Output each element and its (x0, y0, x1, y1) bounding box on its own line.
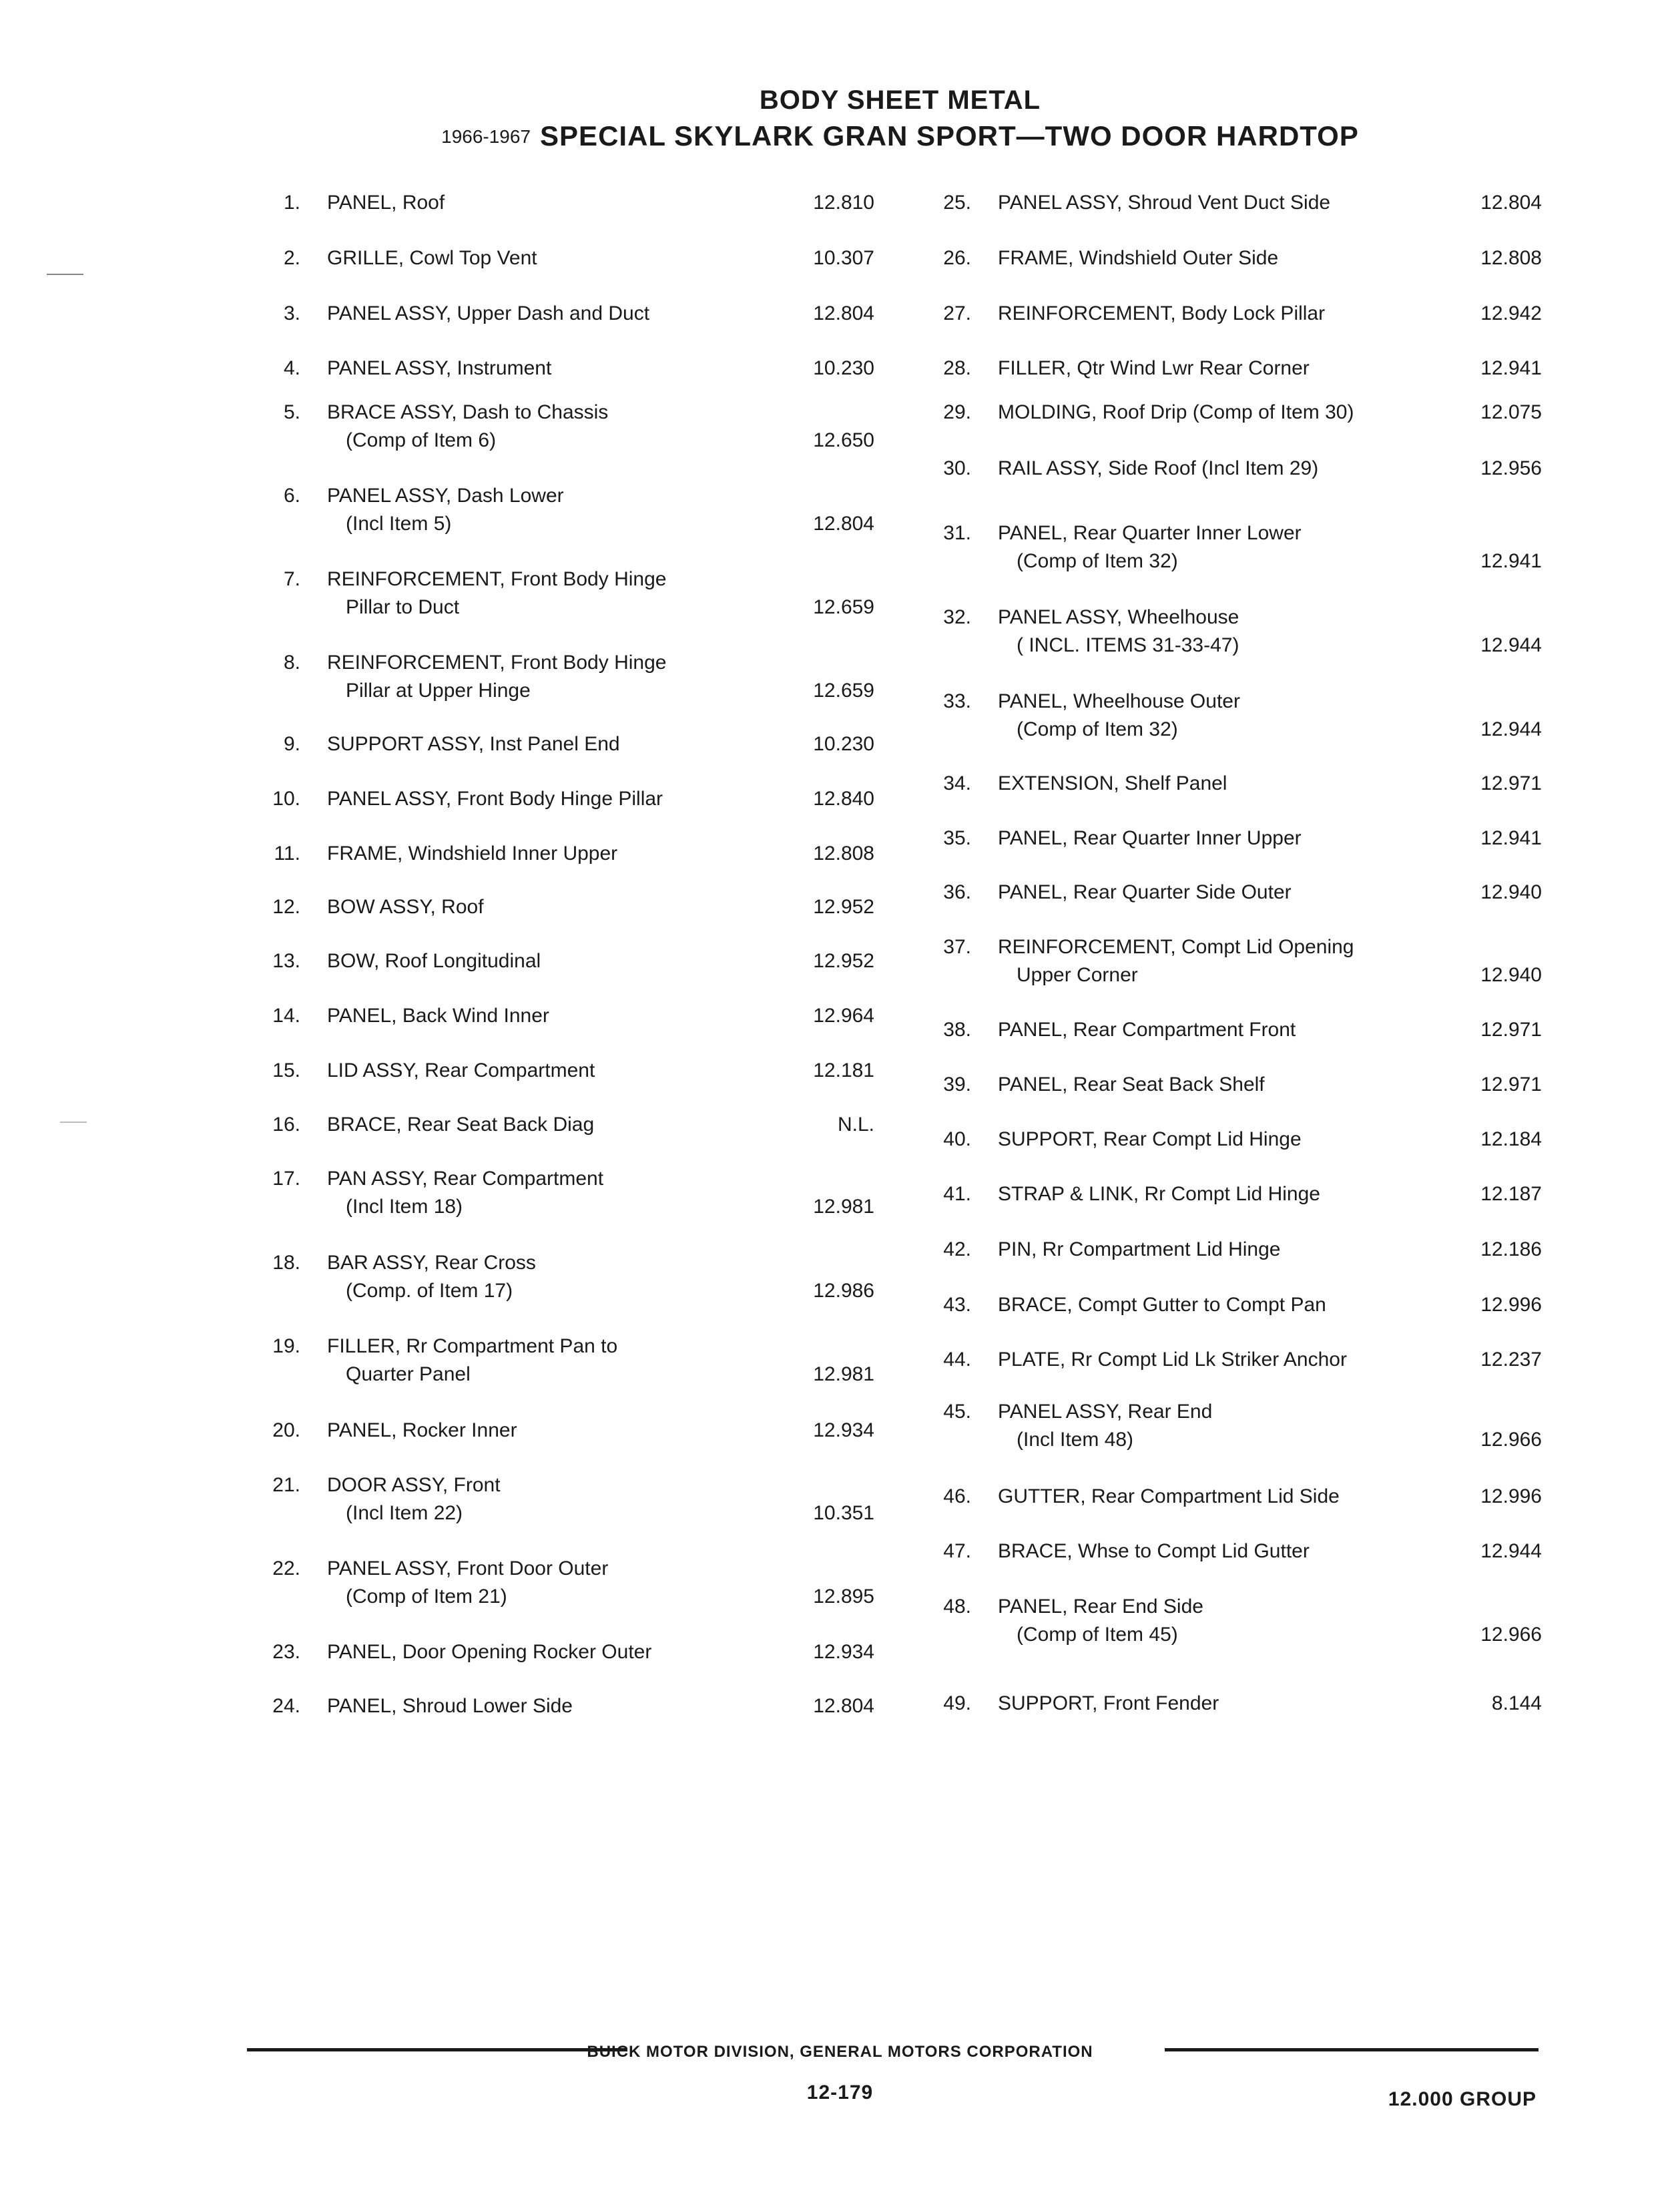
description-line: PANEL, Rear Quarter Inner Upper (998, 827, 1302, 849)
description-line: (Incl Item 5) (346, 513, 452, 535)
item-description (327, 1057, 784, 1085)
group-reference-number: 10.351 (813, 1502, 874, 1524)
item-number: 39. (943, 1073, 971, 1095)
description-line: REINFORCEMENT, Body Lock Pillar (998, 302, 1326, 324)
description-line: PIN, Rr Compartment Lid Hinge (998, 1238, 1281, 1260)
item-description (327, 893, 784, 921)
parts-list-item (254, 785, 874, 813)
footer-division: BUICK MOTOR DIVISION, GENERAL MOTORS CORPORATION (587, 2043, 1093, 2061)
item-number: 25. (943, 192, 971, 214)
parts-list-item (254, 649, 874, 705)
item-description (327, 1002, 784, 1030)
parts-list-item (924, 933, 1542, 989)
group-reference-number: N.L. (837, 1114, 874, 1136)
parts-list-item (924, 1690, 1542, 1718)
item-number: 12. (272, 896, 300, 918)
item-description (998, 519, 1452, 575)
item-number: 29. (943, 401, 971, 423)
item-number: 33. (943, 690, 971, 712)
description-line: (Comp. of Item 17) (346, 1280, 513, 1302)
description-line: (Comp of Item 45) (1017, 1624, 1178, 1646)
item-number: 28. (943, 357, 971, 379)
description-line: (Incl Item 48) (1017, 1429, 1134, 1451)
description-line: PANEL, Rear Seat Back Shelf (998, 1073, 1265, 1095)
item-description (327, 730, 784, 758)
group-reference-number: 12.966 (1480, 1429, 1542, 1451)
description-line: SUPPORT ASSY, Inst Panel End (327, 733, 620, 755)
item-description (998, 455, 1452, 483)
model-name: SPECIAL SKYLARK GRAN SPORT—TWO DOOR HARDTOP (540, 120, 1359, 152)
parts-list-item (254, 300, 874, 328)
item-description (998, 1483, 1452, 1511)
description-line: PANEL, Rocker Inner (327, 1419, 517, 1441)
item-number: 27. (943, 302, 971, 324)
description-line: Pillar to Duct (346, 596, 460, 618)
item-description (327, 649, 784, 705)
group-reference-number: 12.981 (813, 1363, 874, 1385)
group-reference-number: 12.181 (813, 1059, 874, 1081)
group-reference-number: 12.971 (1480, 1019, 1542, 1041)
description-line: STRAP & LINK, Rr Compt Lid Hinge (998, 1183, 1320, 1205)
item-description (998, 1690, 1452, 1718)
group-reference-number: 12.808 (1480, 247, 1542, 269)
description-line: PLATE, Rr Compt Lid Lk Striker Anchor (998, 1349, 1347, 1371)
description-line: BRACE, Rear Seat Back Diag (327, 1114, 595, 1136)
group-reference-number: 12.650 (813, 429, 874, 451)
item-description (327, 947, 784, 975)
page-number: 12-179 (806, 2082, 874, 2104)
item-description (998, 1016, 1452, 1044)
parts-list-item (924, 1398, 1542, 1454)
group-reference-number: 12.941 (1480, 827, 1542, 849)
group-reference-number: 12.986 (813, 1280, 874, 1302)
item-number: 18. (272, 1252, 300, 1274)
group-reference-number: 12.942 (1480, 302, 1542, 324)
description-line: LID ASSY, Rear Compartment (327, 1059, 595, 1081)
parts-list-item (254, 1002, 874, 1030)
group-label: 12.000 GROUP (1388, 2088, 1536, 2110)
group-reference-number: 12.237 (1480, 1349, 1542, 1371)
description-line: DOOR ASSY, Front (327, 1474, 501, 1496)
parts-list-item (254, 1111, 874, 1139)
item-number: 19. (272, 1335, 300, 1357)
item-description (998, 1593, 1452, 1649)
page-subtitle (0, 120, 1680, 152)
group-reference-number: 12.659 (813, 680, 874, 702)
item-description (327, 1417, 784, 1445)
item-description (998, 189, 1452, 217)
item-description (327, 1332, 784, 1389)
item-number: 20. (272, 1419, 300, 1441)
item-number: 4. (283, 357, 300, 379)
item-number: 17. (272, 1168, 300, 1190)
description-line: EXTENSION, Shelf Panel (998, 772, 1227, 794)
item-number: 26. (943, 247, 971, 269)
item-number: 11. (274, 842, 300, 865)
item-number: 34. (943, 772, 971, 794)
parts-list-item (924, 603, 1542, 660)
group-reference-number: 12.952 (813, 950, 874, 972)
item-number: 49. (943, 1692, 971, 1714)
description-line: SUPPORT, Front Fender (998, 1692, 1219, 1714)
parts-list-item (924, 1291, 1542, 1319)
item-number: 13. (272, 950, 300, 972)
group-reference-number: 12.184 (1480, 1128, 1542, 1150)
description-line: (Incl Item 18) (346, 1196, 463, 1218)
parts-list-item (924, 879, 1542, 907)
group-reference-number: 12.810 (813, 192, 874, 214)
parts-list-item (924, 1016, 1542, 1044)
item-number: 36. (943, 881, 971, 903)
description-line: PANEL ASSY, Dash Lower (327, 485, 564, 507)
parts-list-item (254, 565, 874, 622)
parts-list-item (254, 189, 874, 217)
description-line: FRAME, Windshield Outer Side (998, 247, 1279, 269)
description-line: (Incl Item 22) (346, 1502, 463, 1524)
parts-list-item (924, 1071, 1542, 1099)
group-reference-number: 10.230 (813, 733, 874, 755)
item-description (998, 688, 1452, 744)
group-reference-number: 10.307 (813, 247, 874, 269)
item-number: 5. (283, 401, 300, 423)
parts-list-item (254, 1638, 874, 1666)
group-reference-number: 12.941 (1480, 550, 1542, 572)
item-description (327, 785, 784, 813)
group-reference-number: 12.075 (1480, 401, 1542, 423)
item-description (327, 1692, 784, 1720)
description-line: Pillar at Upper Hinge (346, 680, 531, 702)
group-reference-number: 12.944 (1480, 718, 1542, 740)
item-number: 15. (272, 1059, 300, 1081)
parts-list-item (254, 893, 874, 921)
item-description (327, 565, 784, 622)
parts-list-item (924, 300, 1542, 328)
item-description (998, 300, 1452, 328)
scan-speck (47, 274, 83, 275)
item-description (998, 933, 1452, 989)
parts-list-item (254, 399, 874, 455)
item-description (327, 840, 784, 868)
description-line: FRAME, Windshield Inner Upper (327, 842, 618, 865)
item-description (998, 770, 1452, 798)
parts-list-item (924, 519, 1542, 575)
description-line: PANEL, Roof (327, 192, 445, 214)
item-description (998, 1236, 1452, 1264)
item-description (327, 1111, 784, 1139)
parts-list-item (254, 1692, 874, 1720)
description-line: PANEL ASSY, Instrument (327, 357, 552, 379)
item-number: 22. (272, 1557, 300, 1579)
item-number: 44. (943, 1349, 971, 1371)
group-reference-number: 12.966 (1480, 1624, 1542, 1646)
description-line: PANEL, Rear Quarter Inner Lower (998, 522, 1302, 544)
parts-list-item (924, 770, 1542, 798)
group-reference-number: 8.144 (1491, 1692, 1542, 1714)
item-number: 46. (943, 1485, 971, 1507)
item-number: 16. (272, 1114, 300, 1136)
parts-list-item (254, 840, 874, 868)
group-reference-number: 12.804 (1480, 192, 1542, 214)
item-number: 9. (283, 733, 300, 755)
item-number: 32. (943, 606, 971, 628)
item-description (327, 189, 784, 217)
group-reference-number: 12.971 (1480, 1073, 1542, 1095)
parts-list-item (254, 482, 874, 538)
parts-list-item (924, 1593, 1542, 1649)
parts-list-item (924, 824, 1542, 852)
parts-list-item (924, 354, 1542, 383)
description-line: PANEL ASSY, Front Door Outer (327, 1557, 609, 1579)
item-number: 45. (943, 1401, 971, 1423)
item-number: 47. (943, 1540, 971, 1562)
description-line: (Comp of Item 21) (346, 1585, 507, 1608)
item-number: 2. (283, 247, 300, 269)
parts-list-item (254, 730, 874, 758)
scan-speck (60, 1122, 87, 1123)
parts-list-item (254, 244, 874, 272)
item-description (327, 354, 784, 383)
group-reference-number: 12.187 (1480, 1183, 1542, 1205)
group-reference-number: 12.941 (1480, 357, 1542, 379)
item-description (998, 603, 1452, 660)
item-number: 10. (272, 788, 300, 810)
description-line: BRACE, Whse to Compt Lid Gutter (998, 1540, 1310, 1562)
item-number: 23. (272, 1641, 300, 1663)
item-number: 41. (943, 1183, 971, 1205)
item-number: 43. (943, 1294, 971, 1316)
parts-list-item (254, 1165, 874, 1221)
parts-list-item (254, 1057, 874, 1085)
item-number: 6. (283, 485, 300, 507)
model-years: 1966-1967 (441, 126, 531, 147)
group-reference-number: 12.804 (813, 1695, 874, 1717)
item-description (327, 244, 784, 272)
group-reference-number: 12.964 (813, 1005, 874, 1027)
parts-list-item (254, 1417, 874, 1445)
description-line: PANEL, Rear Quarter Side Outer (998, 881, 1292, 903)
description-line: (Comp of Item 6) (346, 429, 497, 451)
item-description (327, 1249, 784, 1305)
group-reference-number: 12.934 (813, 1419, 874, 1441)
description-line: GRILLE, Cowl Top Vent (327, 247, 537, 269)
description-line: GUTTER, Rear Compartment Lid Side (998, 1485, 1340, 1507)
parts-list-item (254, 1332, 874, 1389)
description-line: PANEL ASSY, Wheelhouse (998, 606, 1239, 628)
description-line: PANEL ASSY, Upper Dash and Duct (327, 302, 650, 324)
group-reference-number: 12.956 (1480, 457, 1542, 479)
group-reference-number: 12.940 (1480, 964, 1542, 986)
item-number: 31. (943, 522, 971, 544)
item-number: 37. (943, 936, 971, 958)
group-reference-number: 12.840 (813, 788, 874, 810)
item-description (998, 879, 1452, 907)
description-line: RAIL ASSY, Side Roof (Incl Item 29) (998, 457, 1319, 479)
description-line: PANEL ASSY, Rear End (998, 1401, 1213, 1423)
description-line: PANEL, Shroud Lower Side (327, 1695, 573, 1717)
item-number: 38. (943, 1019, 971, 1041)
item-number: 30. (943, 457, 971, 479)
description-line: REINFORCEMENT, Front Body Hinge (327, 652, 667, 674)
description-line: ( INCL. ITEMS 31-33-47) (1017, 634, 1239, 656)
group-reference-number: 12.944 (1480, 1540, 1542, 1562)
description-line: (Comp of Item 32) (1017, 550, 1178, 572)
item-description (998, 1291, 1452, 1319)
description-line: PANEL, Rear Compartment Front (998, 1019, 1296, 1041)
item-number: 14. (272, 1005, 300, 1027)
description-line: FILLER, Qtr Wind Lwr Rear Corner (998, 357, 1310, 379)
parts-list-item (924, 1180, 1542, 1208)
description-line: PANEL, Rear End Side (998, 1596, 1203, 1618)
group-reference-number: 12.934 (813, 1641, 874, 1663)
item-description (327, 1555, 784, 1611)
item-description (998, 354, 1452, 383)
group-reference-number: 12.659 (813, 596, 874, 618)
group-reference-number: 12.952 (813, 896, 874, 918)
item-description (998, 1346, 1452, 1374)
item-description (998, 1180, 1452, 1208)
description-line: BOW ASSY, Roof (327, 896, 484, 918)
description-line: BRACE ASSY, Dash to Chassis (327, 401, 609, 423)
item-description (998, 824, 1452, 852)
description-line: BAR ASSY, Rear Cross (327, 1252, 536, 1274)
parts-list-item (924, 1126, 1542, 1154)
description-line: REINFORCEMENT, Front Body Hinge (327, 568, 667, 590)
group-reference-number: 12.944 (1480, 634, 1542, 656)
parts-list-item (254, 1471, 874, 1527)
item-number: 7. (283, 568, 300, 590)
description-line: PANEL, Back Wind Inner (327, 1005, 549, 1027)
parts-list-item (254, 947, 874, 975)
description-line: BRACE, Compt Gutter to Compt Pan (998, 1294, 1326, 1316)
item-description (998, 1126, 1452, 1154)
item-description (327, 1165, 784, 1221)
parts-list-item (924, 1537, 1542, 1565)
description-line: SUPPORT, Rear Compt Lid Hinge (998, 1128, 1302, 1150)
item-description (327, 300, 784, 328)
description-line: PANEL, Wheelhouse Outer (998, 690, 1240, 712)
item-description (998, 1537, 1452, 1565)
item-description (327, 399, 784, 455)
parts-list-item (254, 1555, 874, 1611)
description-line: PANEL ASSY, Shroud Vent Duct Side (998, 192, 1331, 214)
group-reference-number: 12.895 (813, 1585, 874, 1608)
group-reference-number: 10.230 (813, 357, 874, 379)
parts-list-item (924, 399, 1542, 427)
parts-list-item (924, 688, 1542, 744)
parts-list-item (254, 1249, 874, 1305)
group-reference-number: 12.808 (813, 842, 874, 865)
group-reference-number: 12.971 (1480, 772, 1542, 794)
parts-list-item (924, 189, 1542, 217)
item-description (998, 1398, 1452, 1454)
description-line: MOLDING, Roof Drip (Comp of Item 30) (998, 401, 1354, 423)
item-description (327, 1471, 784, 1527)
item-number: 8. (283, 652, 300, 674)
group-reference-number: 12.996 (1480, 1485, 1542, 1507)
parts-list-item (924, 244, 1542, 272)
description-line: Quarter Panel (346, 1363, 471, 1385)
parts-list-item (254, 354, 874, 383)
parts-list-item (924, 1346, 1542, 1374)
group-reference-number: 12.186 (1480, 1238, 1542, 1260)
group-reference-number: 12.996 (1480, 1294, 1542, 1316)
item-description (327, 482, 784, 538)
item-description (998, 244, 1452, 272)
description-line: Upper Corner (1017, 964, 1138, 986)
description-line: PANEL ASSY, Front Body Hinge Pillar (327, 788, 663, 810)
group-reference-number: 12.804 (813, 302, 874, 324)
item-number: 1. (283, 192, 300, 214)
description-line: FILLER, Rr Compartment Pan to (327, 1335, 618, 1357)
parts-list-item (924, 1483, 1542, 1511)
group-reference-number: 12.981 (813, 1196, 874, 1218)
description-line: PAN ASSY, Rear Compartment (327, 1168, 604, 1190)
group-reference-number: 12.804 (813, 513, 874, 535)
description-line: BOW, Roof Longitudinal (327, 950, 541, 972)
item-number: 42. (943, 1238, 971, 1260)
page-title: BODY SHEET METAL (759, 85, 1041, 115)
item-description (998, 1071, 1452, 1099)
item-description (998, 399, 1452, 427)
item-number: 48. (943, 1596, 971, 1618)
parts-list-item (924, 455, 1542, 483)
item-number: 24. (272, 1695, 300, 1717)
group-reference-number: 12.940 (1480, 881, 1542, 903)
description-line: REINFORCEMENT, Compt Lid Opening (998, 936, 1354, 958)
parts-list-item (924, 1236, 1542, 1264)
item-description (327, 1638, 784, 1666)
item-number: 35. (943, 827, 971, 849)
description-line: PANEL, Door Opening Rocker Outer (327, 1641, 652, 1663)
item-number: 3. (283, 302, 300, 324)
item-number: 21. (272, 1474, 300, 1496)
item-number: 40. (943, 1128, 971, 1150)
description-line: (Comp of Item 32) (1017, 718, 1178, 740)
